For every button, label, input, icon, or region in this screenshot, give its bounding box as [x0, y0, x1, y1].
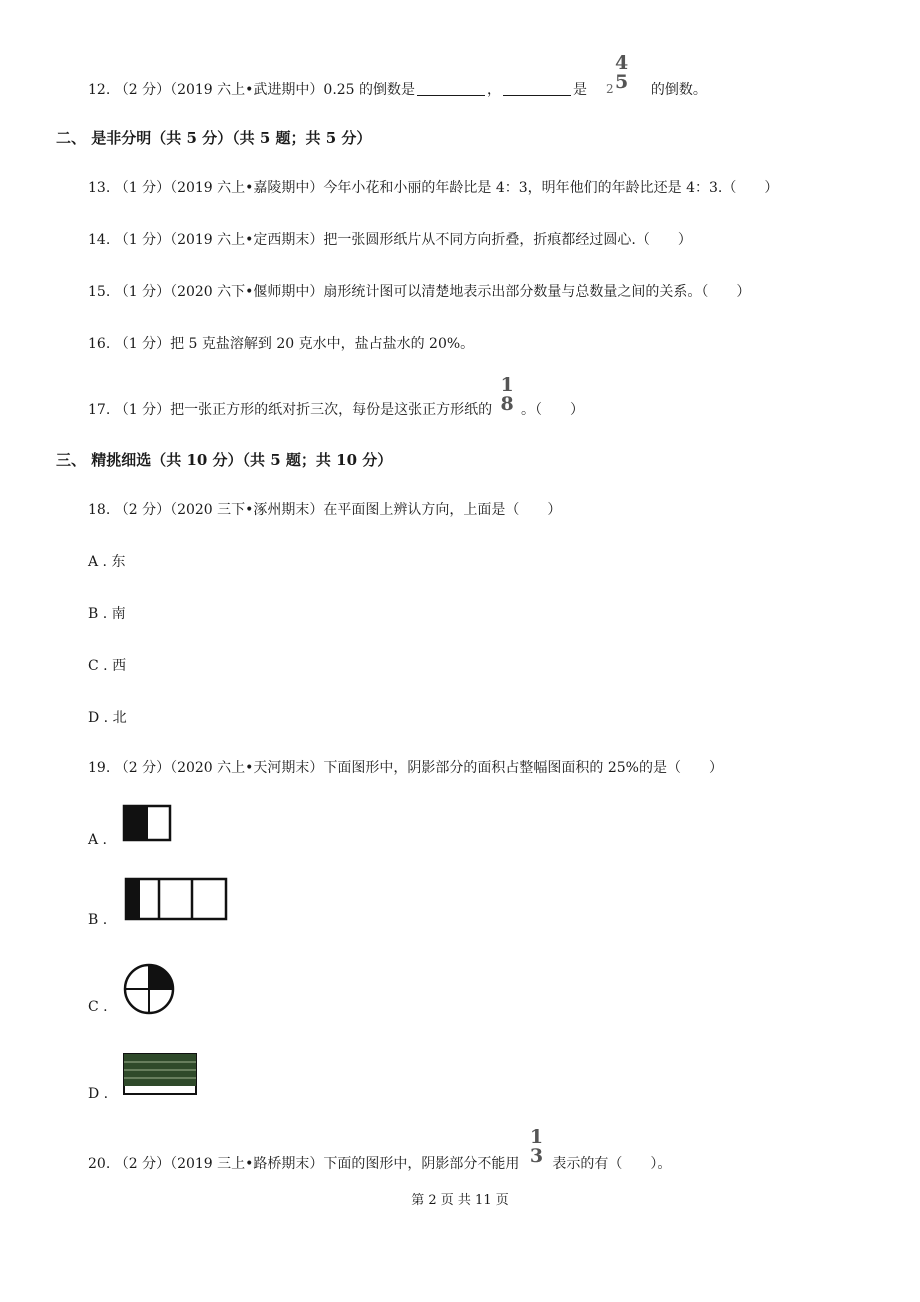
q19-option-b-label[interactable]: B .	[88, 912, 108, 928]
q19-option-c-label[interactable]: C .	[88, 999, 108, 1015]
q20-prefix: 20. （2 分）（2019 三上•路桥期末）下面的图形中，阴影部分不能用	[88, 1156, 520, 1172]
q12-mixed-numerator: 4	[614, 52, 629, 74]
question-16: 16. （1 分）把 5 克盐溶解到 20 克水中，盐占盐水的 20%。	[88, 336, 475, 352]
q17-numerator: 1	[500, 374, 514, 396]
q20-numerator: 1	[529, 1126, 544, 1148]
q19-figure-b-quarter-shaded-strip[interactable]	[124, 876, 230, 924]
q17-fraction	[497, 374, 517, 420]
q18-option-d[interactable]: D . 北	[88, 710, 127, 726]
q19-figure-d-striped-rectangle[interactable]	[122, 1052, 200, 1098]
question-20	[88, 1126, 672, 1174]
q17-denominator: 8	[500, 393, 514, 415]
question-17	[88, 374, 584, 420]
q19-option-d-label[interactable]: D .	[88, 1086, 109, 1102]
q12-mixed-whole: 2	[605, 82, 614, 96]
q12-suffix: 的倒数。	[650, 82, 707, 98]
q12-mid: ，	[487, 82, 502, 98]
q17-prefix: 17. （1 分）把一张正方形的纸对折三次，每份是这张正方形纸的	[88, 402, 493, 418]
question-13: 13. （1 分）（2019 六上•嘉陵期中）今年小花和小丽的年龄比是 4：3，明年他们的年龄比还是 4：3.（ ）	[88, 180, 779, 196]
q18-option-b[interactable]: B . 南	[88, 606, 126, 622]
q12-mixed-number	[605, 52, 636, 100]
question-18: 18. （2 分）（2020 三下•涿州期末）在平面图上辨认方向，上面是（ ）	[88, 502, 562, 518]
q20-suffix: 表示的有（ ）。	[552, 1156, 672, 1172]
question-14: 14. （1 分）（2019 六上•定西期末）把一张圆形纸片从不同方向折叠，折痕都经过圆心.（ ）	[88, 232, 692, 248]
question-19: 19. （2 分）（2020 六上•天河期末）下面图形中，阴影部分的面积占整幅图面积的 25%的是（ ）	[88, 760, 723, 776]
q12-after: 是	[573, 82, 588, 98]
q12-prefix: 12. （2 分）（2019 六上•武进期中）0.25 的倒数是	[88, 82, 416, 98]
q20-denominator: 3	[529, 1145, 544, 1167]
question-15: 15. （1 分）（2020 六下•偃师期中）扇形统计图可以清楚地表示出部分数量与总数量之间的关系。（ ）	[88, 284, 751, 300]
q12-blank-2[interactable]	[503, 81, 571, 96]
q19-figure-a-half-shaded-rectangle[interactable]	[122, 804, 174, 844]
q20-fraction	[524, 1126, 548, 1174]
q19-figure-c-circle-quarter-shaded[interactable]	[122, 962, 176, 1016]
q18-option-c[interactable]: C . 西	[88, 658, 127, 674]
page-footer: 第 2 页 共 11 页	[411, 1193, 509, 1208]
section-3-title: 三、 精挑细选（共 10 分）（共 5 题；共 10 分）	[56, 451, 393, 469]
question-12	[88, 52, 707, 100]
section-2-title: 二、 是非分明（共 5 分）（共 5 题；共 5 分）	[56, 129, 372, 147]
q19-option-a-label[interactable]: A .	[88, 832, 108, 848]
q17-suffix: 。（ ）	[520, 402, 584, 418]
q12-mixed-denominator: 5	[614, 71, 629, 93]
q12-blank-1[interactable]	[417, 81, 485, 96]
q18-option-a[interactable]: A . 东	[88, 554, 126, 570]
